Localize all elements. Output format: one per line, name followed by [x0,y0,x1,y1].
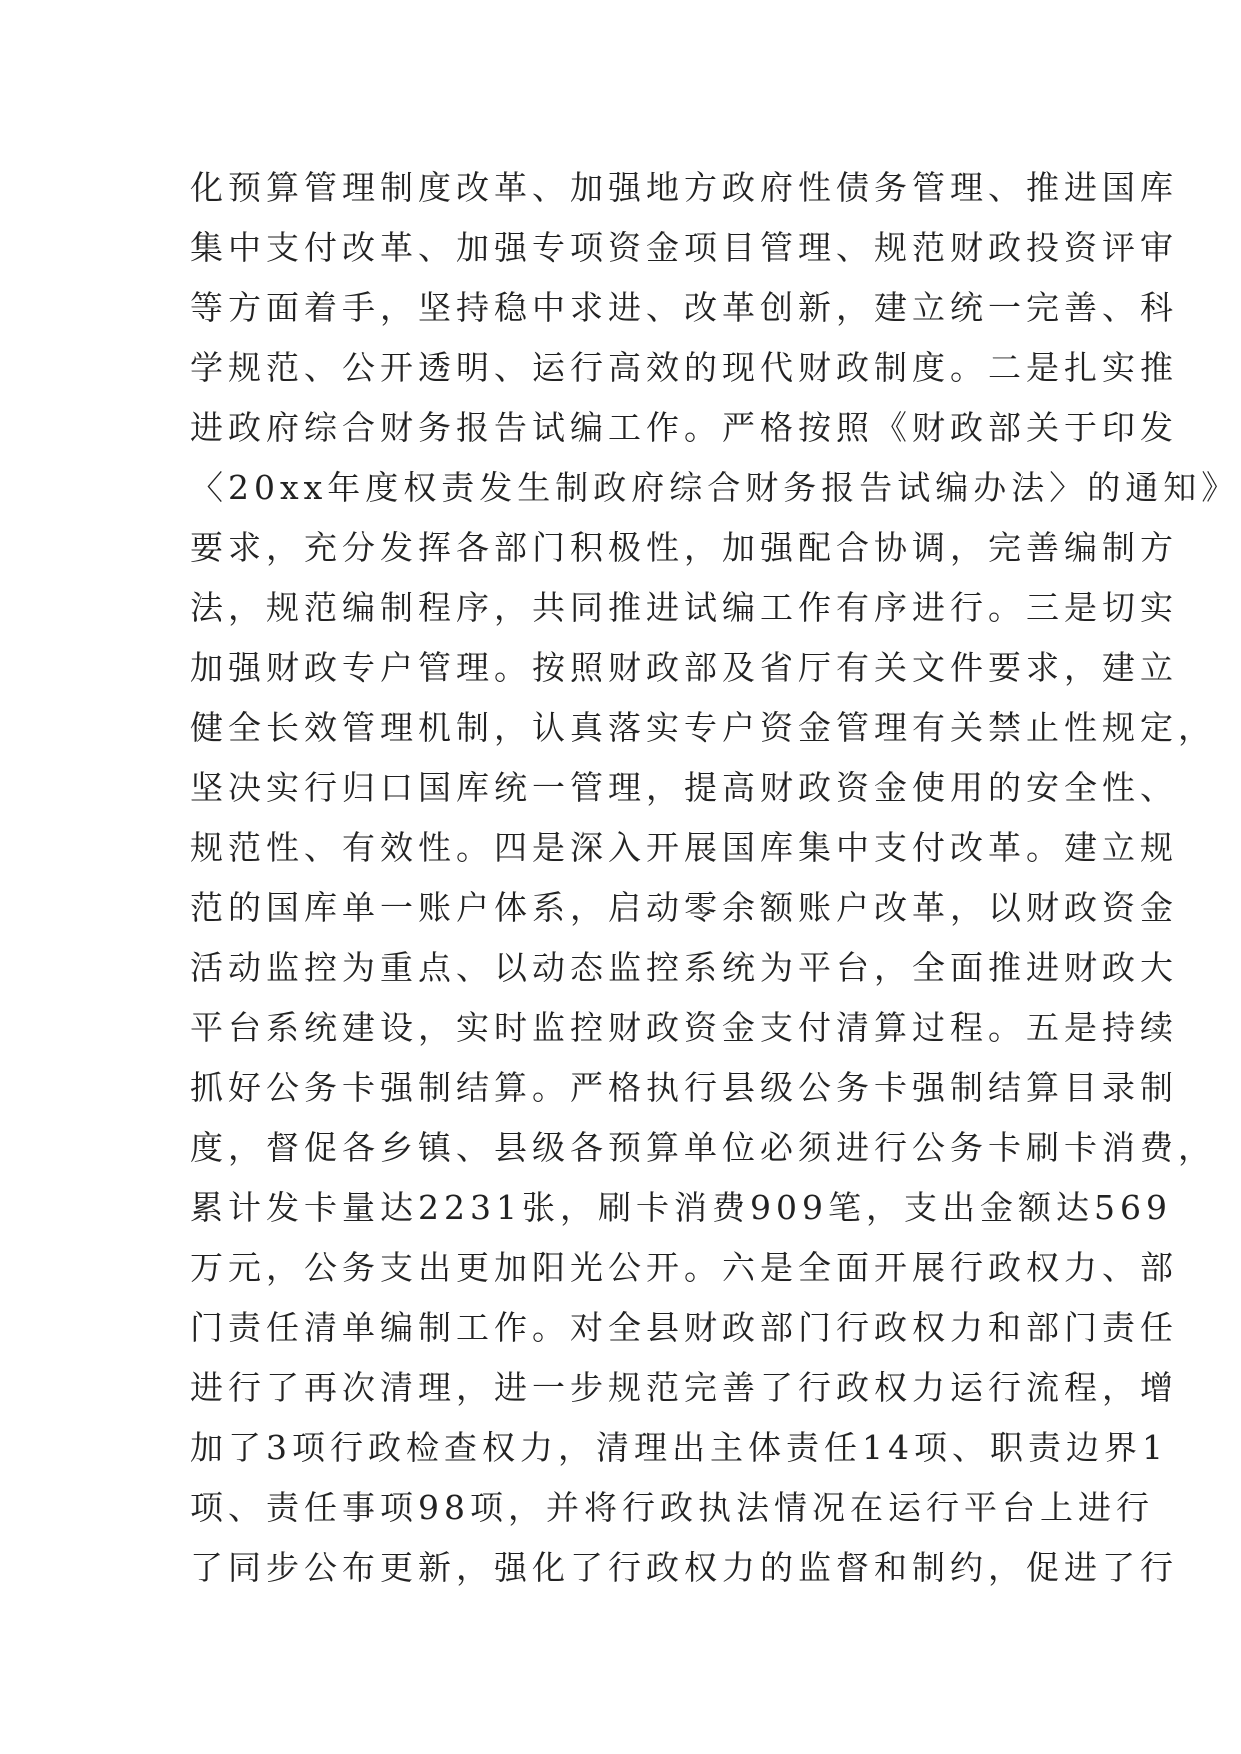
text-line: 进行了再次清理，进一步规范完善了行政权力运行流程，增 [190,1368,1178,1407]
text-line: 活动监控为重点、以动态监控系统为平台，全面推进财政大 [190,948,1178,987]
text-line: 加强财政专户管理。按照财政部及省厅有关文件要求，建立 [190,648,1178,687]
text-line: 范的国库单一账户体系，启动零余额账户改革，以财政资金 [190,888,1178,927]
text-line: 进政府综合财务报告试编工作。严格按照《财政部关于印发 [190,408,1178,447]
text-line: 平台系统建设，实时监控财政资金支付清算过程。五是持续 [190,1008,1178,1047]
text-line: 度，督促各乡镇、县级各预算单位必须进行公务卡刷卡消费， [190,1128,1216,1167]
text-line: 门责任清单编制工作。对全县财政部门行政权力和部门责任 [190,1308,1178,1347]
body-text [190,158,1240,1598]
text-line: 集中支付改革、加强专项资金项目管理、规范财政投资评审 [190,228,1178,267]
text-line: 化预算管理制度改革、加强地方政府性债务管理、推进国库 [190,168,1178,207]
text-line: 规范性、有效性。四是深入开展国库集中支付改革。建立规 [190,828,1178,867]
text-line: 要求，充分发挥各部门积极性，加强配合协调，完善编制方 [190,528,1178,567]
text-line: 加了3项行政检查权力，清理出主体责任14项、职责边界1 [190,1428,1168,1467]
text-line: 累计发卡量达2231张，刷卡消费909笔，支出金额达569 [190,1188,1172,1227]
text-line: 健全长效管理机制，认真落实专户资金管理有关禁止性规定， [190,708,1216,747]
text-line: 法，规范编制程序，共同推进试编工作有序进行。三是切实 [190,588,1178,627]
text-line: 坚决实行归口国库统一管理，提高财政资金使用的安全性、 [190,768,1178,807]
text-line: 项、责任事项98项，并将行政执法情况在运行平台上进行 [190,1488,1154,1527]
text-line: 抓好公务卡强制结算。严格执行县级公务卡强制结算目录制 [190,1068,1178,1107]
text-line: 学规范、公开透明、运行高效的现代财政制度。二是扎实推 [190,348,1178,387]
text-line: 〈20xx年度权责发生制政府综合财务报告试编办法〉的通知》 [190,468,1240,507]
text-line: 等方面着手，坚持稳中求进、改革创新，建立统一完善、科 [190,288,1178,327]
text-line: 万元，公务支出更加阳光公开。六是全面开展行政权力、部 [190,1248,1178,1287]
text-line: 了同步公布更新，强化了行政权力的监督和制约，促进了行 [190,1548,1178,1587]
